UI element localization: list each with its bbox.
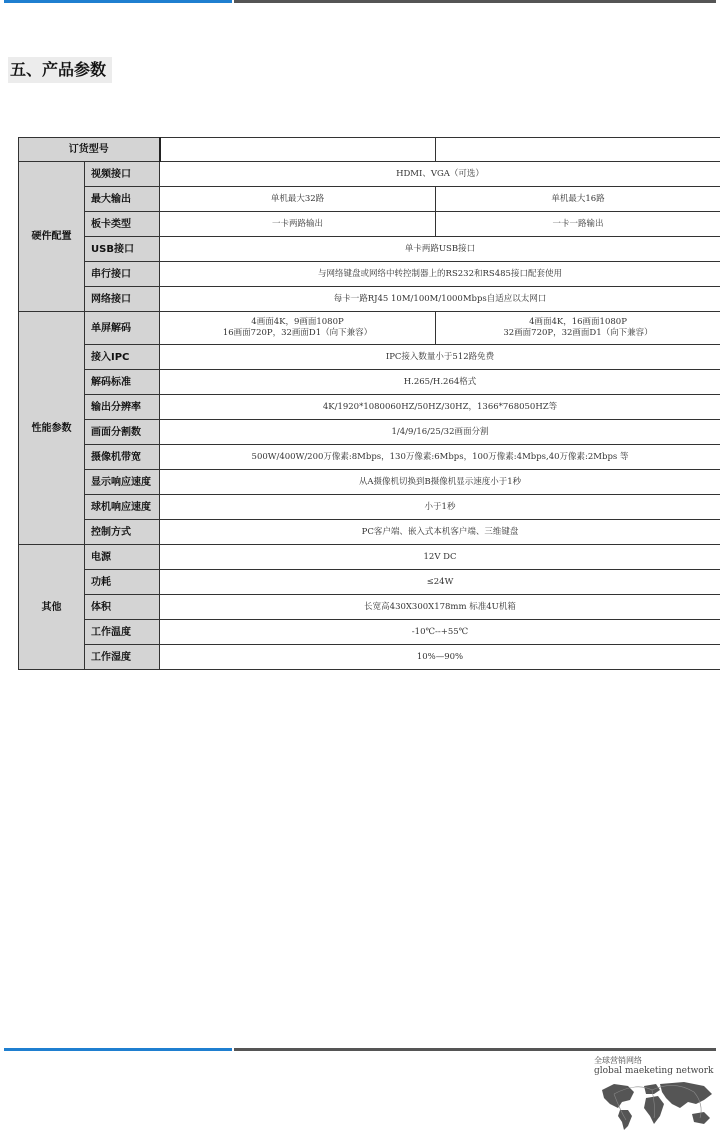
row-value: IPC接入数量小于512路免费 xyxy=(160,345,720,370)
row-label: 体积 xyxy=(85,595,160,620)
row-value: 10%—90% xyxy=(160,645,720,670)
row-value: 长宽高430X300X178mm 标准4U机箱 xyxy=(160,595,720,620)
footer-network-cn: 全球营销网络 xyxy=(594,1056,642,1065)
row-value: ≤24W xyxy=(160,570,720,595)
row-value: 每卡一路RJ45 10M/100M/1000Mbps自适应以太网口 xyxy=(160,287,720,312)
table-row xyxy=(19,312,720,345)
row-value: 12V DC xyxy=(160,545,720,570)
row-label: 摄像机带宽 xyxy=(85,445,160,470)
row-label: 工作湿度 xyxy=(85,645,160,670)
row-value: 小于1秒 xyxy=(160,495,720,520)
decode-a-line2: 16画面720P，32画面D1（向下兼容） xyxy=(222,328,373,338)
row-label: 控制方式 xyxy=(85,520,160,545)
row-value: 500W/400W/200万像素:8Mbps，130万像素:6Mbps，100万像素:4Mbps,40万像素:2Mbps 等 xyxy=(160,445,720,470)
row-label: 视频接口 xyxy=(85,162,160,187)
row-value: 单卡两路USB接口 xyxy=(160,237,720,262)
world-map-icon xyxy=(600,1080,718,1132)
row-value: 1/4/9/16/25/32画面分割 xyxy=(160,420,720,445)
row-value: PC客户端、嵌入式本机客户端、三维键盘 xyxy=(160,520,720,545)
row-value-b: 一卡一路输出 xyxy=(436,212,720,237)
decode-a-line1: 4画面4K，9画面1080P xyxy=(251,317,344,327)
spec-table xyxy=(18,137,720,670)
row-value: 与网络键盘或网络中转控制器上的RS232和RS485接口配套使用 xyxy=(160,262,720,287)
table-row xyxy=(19,445,720,470)
order-model-b xyxy=(436,138,720,162)
group-performance: 性能参数 xyxy=(19,312,85,545)
row-value: -10℃--+55℃ xyxy=(160,620,720,645)
table-row xyxy=(19,187,720,212)
table-row xyxy=(19,595,720,620)
row-label: 网络接口 xyxy=(85,287,160,312)
row-label: 板卡类型 xyxy=(85,212,160,237)
top-rule xyxy=(0,0,720,4)
row-label: 显示响应速度 xyxy=(85,470,160,495)
top-rule-gray xyxy=(234,0,716,3)
row-label: 单屏解码 xyxy=(85,312,160,345)
bottom-rule-blue xyxy=(4,1048,232,1051)
top-rule-blue xyxy=(4,0,232,3)
row-label: 输出分辨率 xyxy=(85,395,160,420)
table-row xyxy=(19,237,720,262)
table-row xyxy=(19,138,720,162)
row-value-b xyxy=(436,312,720,345)
row-label: 画面分割数 xyxy=(85,420,160,445)
bottom-rule xyxy=(0,1048,720,1052)
table-row xyxy=(19,370,720,395)
row-label: 电源 xyxy=(85,545,160,570)
table-row xyxy=(19,345,720,370)
row-label: 解码标准 xyxy=(85,370,160,395)
row-label: 功耗 xyxy=(85,570,160,595)
row-value: HDMI、VGA（可选） xyxy=(160,162,720,187)
row-label: 最大输出 xyxy=(85,187,160,212)
bottom-rule-gray xyxy=(234,1048,716,1051)
row-value-a: 一卡两路输出 xyxy=(160,212,436,237)
order-model-label: 订货型号 xyxy=(19,138,160,162)
table-row xyxy=(19,470,720,495)
table-row xyxy=(19,570,720,595)
table-row xyxy=(19,545,720,570)
continent-south-america xyxy=(618,1110,632,1130)
table-row xyxy=(19,420,720,445)
row-value: 4K/1920*1080060HZ/50HZ/30HZ，1366*768050HZ等 xyxy=(160,395,720,420)
footer-network-en: global maeketing network xyxy=(594,1066,714,1076)
row-label: USB接口 xyxy=(85,237,160,262)
table-row xyxy=(19,212,720,237)
row-value-b: 单机最大16路 xyxy=(436,187,720,212)
section-title: 五、产品参数 xyxy=(8,57,112,83)
table-row xyxy=(19,395,720,420)
row-value-a xyxy=(160,312,436,345)
row-label: 工作温度 xyxy=(85,620,160,645)
table-row xyxy=(19,495,720,520)
group-hardware: 硬件配置 xyxy=(19,162,85,312)
table-row xyxy=(19,520,720,545)
continent-europe xyxy=(644,1084,660,1094)
row-label: 接入IPC xyxy=(85,345,160,370)
order-model-a xyxy=(160,138,436,162)
table-row xyxy=(19,620,720,645)
row-value: 从A摄像机切换到B摄像机显示速度小于1秒 xyxy=(160,470,720,495)
decode-b-line1: 4画面4K，16画面1080P xyxy=(529,317,627,327)
decode-b-line2: 32画面720P，32画面D1（向下兼容） xyxy=(503,328,653,338)
table-row xyxy=(19,262,720,287)
table-row xyxy=(19,287,720,312)
row-value: H.265/H.264格式 xyxy=(160,370,720,395)
row-label: 串行接口 xyxy=(85,262,160,287)
table-row xyxy=(19,162,720,187)
row-label: 球机响应速度 xyxy=(85,495,160,520)
table-row xyxy=(19,645,720,670)
group-other: 其他 xyxy=(19,545,85,670)
row-value-a: 单机最大32路 xyxy=(160,187,436,212)
